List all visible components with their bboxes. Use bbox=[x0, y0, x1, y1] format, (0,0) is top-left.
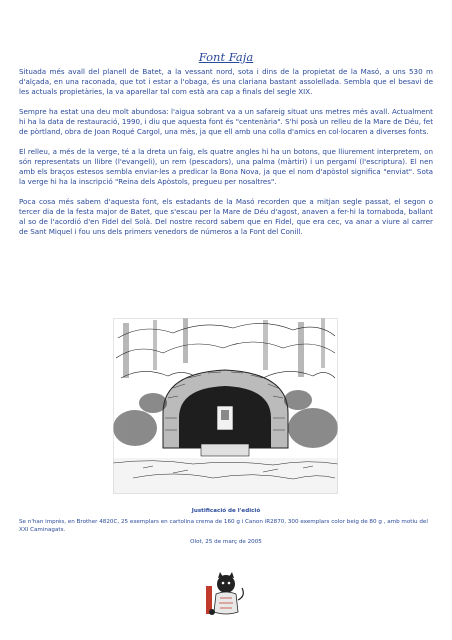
body-text bbox=[19, 67, 433, 247]
fountain-illustration bbox=[113, 318, 338, 494]
colophon bbox=[19, 507, 433, 546]
paragraph: Poca cosa més sabem d'aquesta font, els estadants de la Masó recorden que a mitjan segle passat, el segon o tercer dia de la festa major de Batet, que s'escau per la Mare de Déu d'agost, anaven a fer-hi la tornaboda, ballant al so de l'acordió d'en Fidel del Solà. Del nostre record sabem que en Fidel, que era cec, va anar a viure al carrer de Sant Miquel i fou uns dels primers venedors de números a la Font del Conill. bbox=[19, 197, 433, 236]
paragraph: Situada més avall del planell de Batet, a la vessant nord, sota i dins de la propietat de la Masó, a uns 530 m d'alçada, en una raconada, que tot i estar a l'obaga, és una clariana bastant assolellada. Sembla que el besavi de les actuals propietàries, la va aparellar tal com està ara cap a finals del segle XIX. bbox=[19, 67, 433, 96]
colophon-text: Se n'han imprès, en Brother 4820C, 25 exemplars en cartolina crema de 160 g i Canon iR2870, 300 exemplars color beig de 80 g , amb motiu del XXI Caminagats. bbox=[19, 519, 428, 533]
paragraph: Sempre ha estat una deu molt abundosa: l'aigua sobrant va a un safareig situat uns metres més avall. Actualment hi ha la data de restauració, 1990, i diu que aquesta font és "centenària". S'hi posà un relleu de la Mare de Déu, fet de pòrtland, obra de Joan Roqué Cargol, una mès, ja que ell amb una colla d'amics en col·locaren a diverses fonts. bbox=[19, 107, 433, 136]
colophon-date: Olot, 25 de març de 2005 bbox=[190, 539, 262, 545]
paragraph: El relleu, a més de la verge, té a la dreta un faig, els quatre angles hi ha un botons, que lliurement interpretem, on són representats un llibre (l'evangeli), un rem (pescadors), una palma (màrtiri) i un pergamí (l'escriptura). El nen amb els braços estesos sembla enviar-les a predicar la Bona Nova, ja que el nom d'apòstol significa "enviat". Sota la verge hi ha la inscripció "Reina dels Apòstols, pregueu per nosaltres". bbox=[19, 147, 433, 186]
colophon-title: Justificació de l'edició bbox=[191, 508, 261, 514]
cat-logo-icon bbox=[202, 568, 248, 618]
page-title: Font Faja bbox=[198, 50, 254, 64]
